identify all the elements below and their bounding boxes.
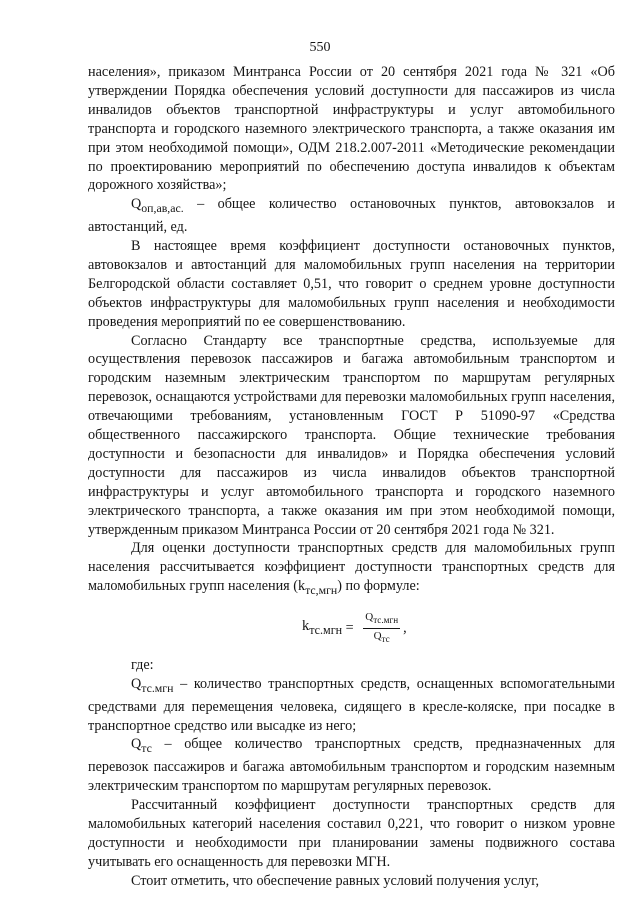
formula-numerator	[363, 611, 400, 628]
paragraph-5-subscript: тс,мгн	[305, 583, 338, 598]
symbol-subscript: тс.мгн	[141, 680, 174, 695]
symbol-subscript: тс	[141, 741, 152, 756]
symbol-q: Q	[131, 196, 142, 213]
paragraph-7-text: – общее количество транспортных средств, предназначенных для перевозок пассажиров и багажа автомобильным транспортом и городским наземным электрическим транспортом по маршрутам регулярных перевозок.	[88, 736, 615, 795]
paragraph-1: населения», приказом Минтранса России от 20 сентября 2021 года № 321 «Об утверждении Порядка обеспечения условий доступности для пассажиров из числа инвалидов объектов транспортной инфраструктуры и услуг автомобильного транспорта и городского наземного электрического транспорта, а также оказания им при этом необходимой помощи», ОДМ 218.2.007-2011 «Методические рекомендации по проектированию мероприятий по обеспечению доступа инвалидов к объектам дорожного хозяйства»;	[88, 64, 615, 194]
body-text	[88, 63, 615, 891]
paragraph-5-text-b: ) по формуле:	[337, 578, 420, 595]
numerator-symbol: Q	[365, 611, 374, 624]
paragraph-6	[88, 675, 615, 736]
formula	[88, 600, 615, 656]
formula-equals: =	[342, 619, 358, 636]
denominator-subscript: тс	[381, 633, 390, 644]
paragraph-5	[88, 539, 615, 600]
symbol-q: Q	[131, 675, 142, 692]
paragraph-7	[88, 735, 615, 796]
paragraph-6-text: – количество транспортных средств, оснащенных вспомогательными средствами для перемещения человека, сидящего в кресле-коляске, при посадке в транспортное средство или высадке из него;	[88, 675, 615, 734]
paragraph-8: Рассчитанный коэффициент доступности транспортных средств для маломобильных категорий населения составил 0,221, что говорит о низком уровне доступности и необходимости при планировании замены подвижного состава учитывать его оснащенность для перевозки МГН.	[88, 797, 615, 870]
symbol-subscript: оп,ав,ас.	[141, 201, 184, 216]
denominator-symbol: Q	[373, 629, 382, 642]
paragraph-9: Стоит отметить, что обеспечение равных условий получения услуг,	[131, 872, 540, 889]
paragraph-5-text-a: Для оценки доступности транспортных средств для маломобильных групп населения рассчитывается коэффициент доступности транспортных средств для маломобильных групп населения (k	[88, 540, 615, 595]
symbol-q: Q	[131, 736, 142, 753]
paragraph-2-text: – общее количество остановочных пунктов, автовокзалов и автостанций, ед.	[88, 196, 615, 236]
formula-comma: ,	[403, 619, 407, 636]
where-label: где:	[131, 657, 154, 674]
formula-lhs-subscript: тс.мгн	[309, 622, 343, 637]
formula-denominator	[374, 629, 390, 645]
paragraph-3: В настоящее время коэффициент доступности остановочных пунктов, автовокзалов и автостанций для маломобильных групп населения на территории Белгородской области составляет 0,51, что говорит о среднем уровне доступности объектов инфраструктуры для маломобильных групп населения и необходимости проведения мероприятий по ее совершенствованию.	[88, 237, 615, 330]
formula-fraction	[363, 611, 400, 644]
formula-lhs	[302, 617, 342, 640]
page-number: 550	[309, 40, 331, 55]
formula-lhs-symbol: k	[302, 617, 310, 634]
paragraph-2	[88, 195, 615, 237]
paragraph-4: Согласно Стандарту все транспортные средства, используемые для осуществления перевозок пассажиров и багажа автомобильным транспортом и городским наземным электрическим транспортом по маршрутам регулярных перевозок, оснащаются устройствами для перевозки маломобильных групп населения, отвечающими требованиям, установленным ГОСТ Р 51090-97 «Средства общественного пассажирского транспорта. Общие технические требования доступности и безопасности для инвалидов» и Порядка обеспечения условий доступности для пассажиров из числа инвалидов объектов транспортной инфраструктуры и услуг автомобильного транспорта и городского наземного электрического транспорта, а также оказания им при этом необходимой помощи, утвержденным приказом Минтранса России от 20 сентября 2021 года № 321.	[88, 332, 615, 538]
numerator-subscript: тс.мгн	[373, 615, 399, 626]
